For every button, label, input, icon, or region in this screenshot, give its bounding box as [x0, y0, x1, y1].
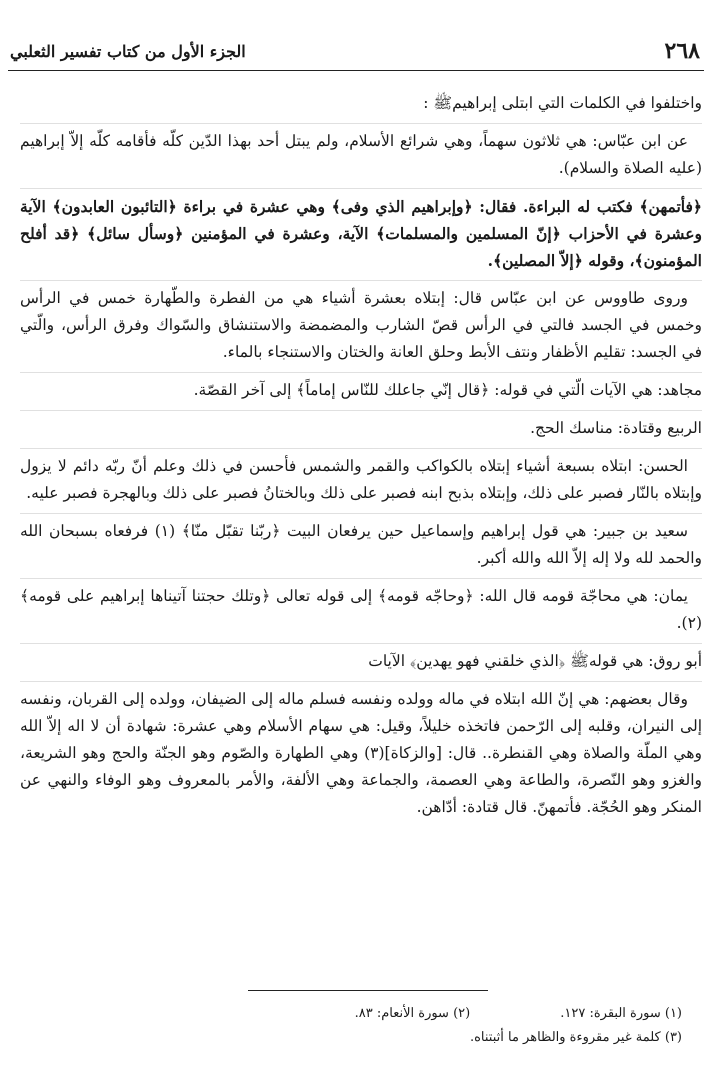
footnote-2: (٢) سورة الأنعام: ٨٣.: [354, 1006, 471, 1021]
running-title: الجزء الأول من كتاب تفسير الثعلبي: [10, 42, 246, 61]
paragraph-ibn-abbas: عن ابن عبّاس: هي ثلاثون سهماً، وهي شرائع الأسلام، ولم يبتل أحد بهذا الدّين كلّه فأقامه كلّه إلاّ إبراهيم (عليه الصلاة والسلام).: [20, 124, 702, 189]
footnote-row: [40, 1002, 682, 1026]
page-header: [8, 36, 704, 71]
paragraph-abu-rawq: أبو روق: هي قولهﷺ ﴿الذي خلقني فهو يهدين﴾ الآيات: [20, 644, 702, 682]
paragraph-hasan: الحسن: ابتلاه بسبعة أشياء إبتلاه بالكواكب والقمر والشمس فأحسن في ذلك وعلم أنّ ربّه دائم لا يزول وإبتلاه بالنّار فصبر على ذلك، وإبتلاه بذبح ابنه فصبر على ذلك وبالختانُ فصبر على ذلك وبالهجرة فصبر عليه.: [20, 449, 702, 514]
paragraph-tawus: وروى طاووس عن ابن عبّاس قال: إبتلاه بعشرة أشياء هي من الفطرة والطّهارة خمس في الرأس وخمس في الجسد فالتي في الرأس قصّ الشارب والمضمضة والاستنشاق والسّواك وفرق الرأس، والّتي في الجسد: تقليم الأظفار ونتف الأبط وحلق العانة والختان والاستنجاء بالماء.: [20, 281, 702, 373]
footnote-3: (٣) كلمة غير مقروءة والظاهر ما أثبتناه.: [469, 1030, 682, 1045]
paragraph-yaman: يمان: هي محاجّة قومه قال الله: ﴿وحاجّه قومه﴾ إلى قوله تعالى ﴿وتلك حجتنا آتيناها إبراهيم على قومه﴾(٢).: [20, 579, 702, 644]
footnote-1: (١) سورة البقرة: ١٢٧.: [560, 1006, 682, 1021]
paragraph-quran-refs: ﴿فأتمهن﴾ فكتب له البراءة. فقال: ﴿وإبراهيم الذي وفى﴾ وهي عشرة في براءة ﴿التائبون العابدون﴾ الآية وعشرة في الأحزاب ﴿إنّ المسلمين والمسلمات﴾ الآية، وعشرة في المؤمنين ﴿وسأل سائل﴾ ﴿قد أفلح المؤمنون﴾، وقوله ﴿إلاّ المصلين﴾.: [20, 189, 702, 281]
footnote-divider: [248, 990, 488, 991]
paragraph-others: وقال بعضهم: هي إنّ الله ابتلاه في ماله وولده ونفسه فسلم ماله إلى الضيفان، وولده إلى القربان، ونفسه إلى النيران، وقلبه إلى الرّحمن فاتخذه خليلاً، وقيل: هي سهام الأسلام وهي عشرة: شهادة أن لا اله إلاّ الله وهي الملّة والصلاة وهي القنطرة.. قال: [والزكاة](٣) وهي الطهارة والصّوم وهو الجنّة والحج وهو الشريعة، والغزو وهو النّصرة، والطاعة وهي العصمة، والجماعة وهي الألفة، والأمر بالمعروف وهو الوفاء والنهي عن المنكر وهو الحُجّة. فأتمهنّ. قال قتادة: أدّاهن.: [20, 690, 702, 816]
paragraph-rabi: الربيع وقتادة: مناسك الحج.: [20, 411, 702, 449]
footnotes: [40, 1002, 682, 1050]
paragraph-mujahid: مجاهد: هي الآيات الّتي في قوله: ﴿قال إنّي جاعلك للنّاس إماماً﴾ إلى آخر القصّة.: [20, 373, 702, 411]
footnote-row: [40, 1026, 682, 1050]
paragraph-said: سعيد بن جبير: هي قول إبراهيم وإسماعيل حين يرفعان البيت ﴿ربّنا تقبّل منّا﴾ (١) فرفعاه بسبحان الله والحمد لله ولا إله إلاّ الله والله أكبر.: [20, 514, 702, 579]
page-number: ٢٦٨: [664, 38, 700, 64]
page-body: [20, 86, 702, 827]
paragraph-intro: واختلفوا في الكلمات التي ابتلى إبراهيمﷺ :: [20, 86, 702, 124]
